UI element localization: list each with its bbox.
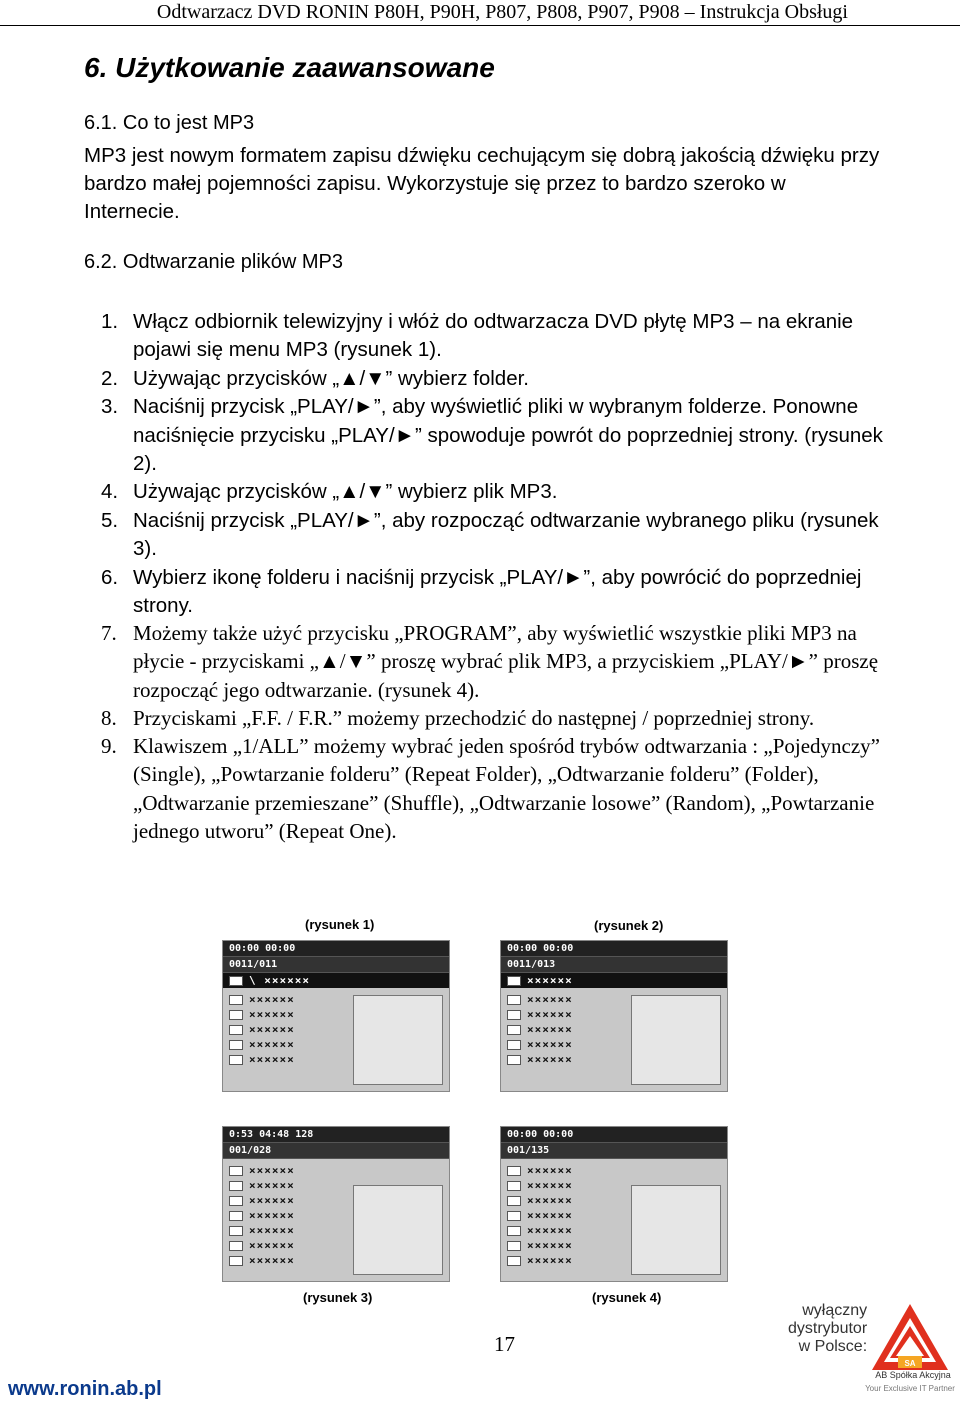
step-text: Włącz odbiornik telewizyjny i włóż do odtwarzacza DVD płytę MP3 – na ekranie pojawi się menu MP3 (rysunek 1). [133,310,854,362]
file-name: ×××××× [527,1023,573,1036]
page-number: 17 [494,1332,515,1356]
file-icon [507,995,521,1005]
step-text: Używając przycisków „▲/▼” wybierz plik MP3. [133,480,558,504]
file-name: ×××××× [527,1038,573,1051]
list-item [101,507,901,564]
file-icon [229,1196,243,1206]
file-icon [507,1196,521,1206]
figure-1-time: 00:00 00:00 [223,941,449,957]
file-name: ×××××× [249,993,295,1006]
running-header-text: Odtwarzacz DVD RONIN P80H, P90H, P807, P808, P907, P908 – Instrukcja Obsługi [156,1,848,23]
file-name: ×××××× [249,1008,295,1021]
figure-2-counter: 0011/013 [501,957,727,973]
file-name: ×××××× [249,1023,295,1036]
folder-name: \ ×××××× [249,974,310,987]
list-item [101,704,901,732]
figure-4-counter: 001/135 [501,1143,727,1159]
figure-2-preview-pane [631,995,721,1085]
file-icon [229,995,243,1005]
step-number: 8. [101,705,117,730]
step-number: 4. [101,480,119,504]
file-icon [507,1040,521,1050]
figure-1-label: (rysunek 1) [305,917,375,932]
file-name: ×××××× [249,1194,295,1207]
distributor-text: wyłączny dystrybutor w Polsce: [788,1302,868,1355]
ab-logo-icon [868,1300,952,1396]
subsection-title-2: 6.2. Odtwarzanie plików MP3 [84,251,344,273]
steps-list-b [101,619,901,845]
file-icon [229,1025,243,1035]
step-number: 3. [101,395,119,419]
step-text: Naciśnij przycisk „PLAY/►”, aby rozpocząć odtwarzanie wybranego pliku (rysunek 3). [133,508,879,561]
folder-icon [229,976,243,986]
list-item [101,478,901,506]
figure-2-folder-row [501,973,727,988]
figure-3-screen [222,1126,450,1282]
step-text: Używając przycisków „▲/▼” wybierz folder. [133,366,529,390]
logo-tagline: Your Exclusive IT Partner [865,1384,955,1393]
subsection-title-1: 6.1. Co to jest MP3 [84,112,255,134]
file-name: ×××××× [527,1209,573,1222]
file-icon [507,1055,521,1065]
file-icon [507,1166,521,1176]
list-item [101,393,901,478]
step-number: 7. [101,621,117,645]
figure-4-preview-pane [631,1185,721,1275]
file-icon [229,1241,243,1251]
steps-list-a [101,308,901,620]
file-name: ×××××× [249,1209,295,1222]
file-icon [507,1256,521,1266]
figure-3-preview-pane [353,1185,443,1275]
list-item [101,619,901,704]
file-icon [507,1211,521,1221]
list-item [229,1163,449,1178]
figure-2-screen [500,940,728,1092]
step-text: Przyciskami „F.F. / F.R.” możemy przechodzić do następnej / poprzedniej strony. [133,705,815,730]
file-icon [229,1181,243,1191]
figure-2-label: (rysunek 2) [594,918,664,933]
file-icon [229,1226,243,1236]
file-icon [229,1055,243,1065]
figure-4-label: (rysunek 4) [592,1290,662,1305]
svg-text:SA: SA [904,1359,916,1368]
file-name: ×××××× [249,1239,295,1252]
logo-caption: AB Spółka Akcyjna [875,1370,951,1380]
file-name: ×××××× [527,1053,573,1066]
step-number: 1. [101,310,119,333]
list-item [101,732,901,845]
file-name: ×××××× [527,1239,573,1252]
list-item [507,1163,727,1178]
file-name: ×××××× [527,1008,573,1021]
file-name: ×××××× [527,1164,573,1177]
step-text: Naciśnij przycisk „PLAY/►”, aby wyświetlić pliki w wybranym folderze. Ponowne naciśnięcie przycisku „PLAY/►” spowoduje powrót do poprzedniej strony. (rysunek 2). [133,395,883,476]
figure-1-counter: 0011/011 [223,957,449,973]
figure-3-label: (rysunek 3) [303,1290,373,1305]
file-name: ×××××× [527,993,573,1006]
list-item [101,365,901,393]
file-icon [507,1241,521,1251]
file-name: ×××××× [249,1254,295,1267]
file-name: ×××××× [527,1194,573,1207]
step-number: 5. [101,508,119,532]
figure-3-time: 0:53 04:48 128 [223,1127,449,1143]
figure-4-screen [500,1126,728,1282]
subsection-1-text: MP3 jest nowym formatem zapisu dźwięku cechującym się dobrą jakością dźwięku przy bardzo małej pojemności zapisu. Wykorzystuje się przez to bardzo szeroko w Internecie. [84,144,880,223]
file-name: ×××××× [249,1179,295,1192]
file-icon [507,1226,521,1236]
figure-4-time: 00:00 00:00 [501,1127,727,1143]
file-icon [229,1256,243,1266]
step-text: Możemy także użyć przycisku „PROGRAM”, aby wyświetlić wszystkie pliki MP3 na płycie - przyciskami „▲/▼” proszę wybrać plik MP3, a przyciskiem „PLAY/►” proszę rozpocząć jego odtwarzanie. (rysunek 4). [133,621,879,702]
file-icon [507,1025,521,1035]
folder-icon [507,976,521,986]
file-name: ×××××× [249,1038,295,1051]
footer-url-link[interactable]: www.ronin.ab.pl [8,1378,162,1400]
list-item [101,564,901,621]
file-icon [507,1010,521,1020]
step-number: 2. [101,366,119,390]
file-icon [229,1010,243,1020]
file-icon [229,1166,243,1176]
figure-1-screen [222,940,450,1092]
step-number: 9. [101,734,117,759]
step-text: Wybierz ikonę folderu i naciśnij przycisk „PLAY/►”, aby powrócić do poprzedniej strony. [133,565,862,618]
list-item [101,308,901,365]
file-icon [229,1040,243,1050]
folder-name: ×××××× [527,974,573,987]
step-text: Klawiszem „1/ALL” możemy wybrać jeden spośród trybów odtwarzania : „Pojedynczy” (Single), „Powtarzanie folderu” (Repeat Folder), „Odtwarzanie folderu” (Folder), „Odtwarzanie przemieszane” (Shuffle), „Odtwarzanie losowe” (Random), „Powtarzanie jednego utworu” (Repeat One). [133,734,880,844]
file-name: ×××××× [527,1254,573,1267]
file-name: ×××××× [527,1179,573,1192]
file-name: ×××××× [249,1053,295,1066]
file-name: ×××××× [527,1224,573,1237]
step-number: 6. [101,565,119,589]
file-name: ×××××× [249,1224,295,1237]
figure-2-time: 00:00 00:00 [501,941,727,957]
file-icon [507,1181,521,1191]
figure-3-counter: 001/028 [223,1143,449,1159]
file-name: ×××××× [249,1164,295,1177]
section-title: 6. Użytkowanie zaawansowane [84,52,495,83]
running-header [0,0,960,26]
file-icon [229,1211,243,1221]
figure-1-folder-row [223,973,449,988]
figure-1-preview-pane [353,995,443,1085]
